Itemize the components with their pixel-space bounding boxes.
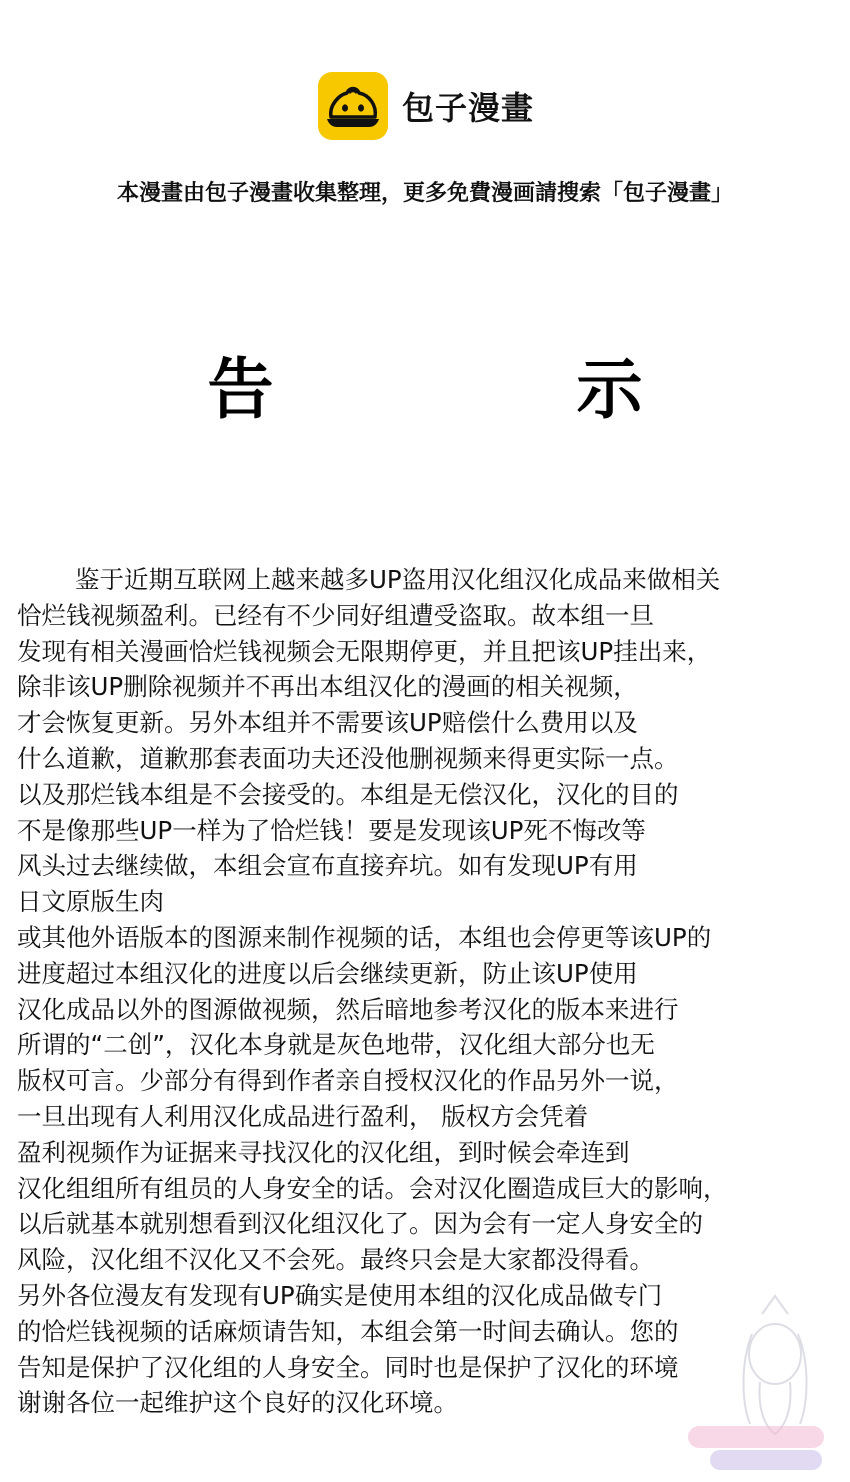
body-line: 另外各位漫友有发现有UP确实是使用本组的汉化成品做专门 [17,1280,663,1310]
body-line: 日文原版生肉 [17,887,164,917]
body-line: 鉴于近期互联网上越来越多UP盗用汉化组汉化成品来做相关 [75,565,721,594]
steamed-bun-icon [318,72,388,140]
body-line: 以及那烂钱本组是不会接受的。本组是无偿汉化，汉化的目的 [17,779,679,809]
body-line: 风险，汉化组不汉化又不会死。最终只会是大家都没得看。 [17,1245,654,1275]
body-line: 才会恢复更新。另外本组并不需要该UP赔偿什么费用以及 [17,708,638,738]
body-line: 一旦出现有人利用汉化成品进行盈利， 版权方会凭着 [17,1101,589,1131]
body-line: 汉化组组所有组员的人身安全的话。会对汉化圈造成巨大的影响， [17,1173,728,1203]
body-line: 版权可言。少部分有得到作者亲自授权汉化的作品另外一说， [17,1066,679,1096]
body-line: 盈利视频作为证据来寻找汉化的汉化组，到时候会牵连到 [17,1137,630,1167]
body-line: 不是像那些UP一样为了恰烂钱！要是发现该UP死不悔改等 [17,815,646,845]
body-line: 进度超过本组汉化的进度以后会继续更新，防止该UP使用 [17,958,638,988]
body-line: 发现有相关漫画恰烂钱视频会无限期停更，并且把该UP挂出来， [17,636,712,666]
body-line: 风头过去继续做，本组会宣布直接弃坑。如有发现UP有用 [17,851,638,881]
body-line: 以后就基本就别想看到汉化组汉化了。因为会有一定人身安全的 [17,1209,703,1239]
page-title: 告 示 [207,351,783,428]
body-line: 谢谢各位一起维护这个良好的汉化环境。 [17,1388,458,1418]
watermark-logo [680,1294,830,1474]
body-line: 汉化成品以外的图源做视频，然后暗地参考汉化的版本来进行 [17,994,679,1024]
notice-body [17,562,847,1421]
body-line: 除非该UP删除视频并不再出本组汉化的漫画的相关视频， [17,672,638,702]
body-line: 所谓的“二创”，汉化本身就是灰色地带，汉化组大部分也无 [17,1030,655,1060]
body-line: 恰烂钱视频盈利。已经有不少同好组遭受盗取。故本组一旦 [17,600,654,630]
body-line: 什么道歉，道歉那套表面功夫还没他删视频来得更实际一点。 [17,743,679,773]
brand-name: 包子漫畫 [402,89,535,127]
brand-header [318,72,534,140]
body-line: 告知是保护了汉化组的人身安全。同时也是保护了汉化的环境 [17,1352,679,1382]
body-line: 或其他外语版本的图源来制作视频的话，本组也会停更等该UP的 [17,922,712,952]
body-line: 的恰烂钱视频的话麻烦请告知，本组会第一时间去确认。您的 [17,1316,679,1346]
source-notice: 本漫畫由包子漫畫收集整理，更多免費漫画請搜索「包子漫畫」 [116,181,733,206]
